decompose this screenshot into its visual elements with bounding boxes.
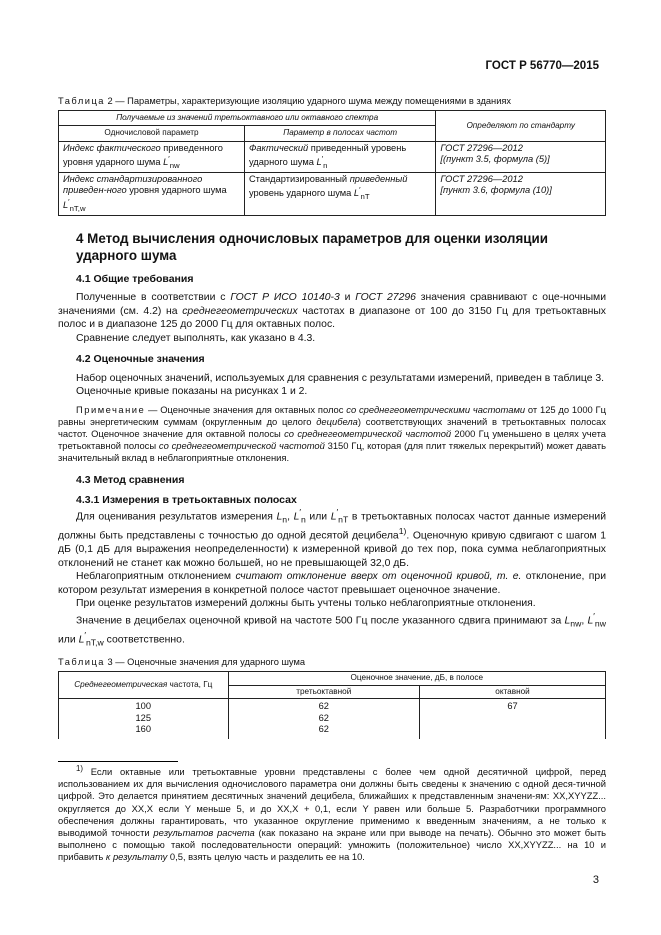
table3-caption xyxy=(58,656,606,668)
note-b: от 125 до 1000 Гц равны энергетическим суммам (округленным до целого xyxy=(58,403,607,427)
table-row xyxy=(59,698,606,712)
sub-nw: nw xyxy=(594,618,606,629)
table3-col1-header xyxy=(59,672,229,699)
footnote-a: Если октавные или третьоктавные уровни представлены с более чем одной десятичной цифрой, перед использованием их для вычисления одночислового параметра они должны быть сведены к значению с одной деся-тичной цифрой. Это делается принятием десятичных значений децибела, ближайших к представленным значени-ям: XX,XYYZZ... округляется до XX,X если Y меньше 5, и до XX,X + 0,1, если Y равен или больше 5. Разработчики программного обеспечения должны гарантировать, что указанное округление применимо к введенным значениям, а не только к выводимой точности xyxy=(58,765,606,838)
table3 xyxy=(58,671,606,738)
section-4-1-title: 4.1 Общие требования xyxy=(76,272,194,285)
sym-L: L xyxy=(78,634,85,645)
r2c2-prime: ′ xyxy=(359,185,361,195)
r2c2-text-a: Стандартизированный xyxy=(248,173,350,184)
table3-third: 62 xyxy=(228,713,419,725)
r2c2-text-b: уровень ударного шума xyxy=(248,188,354,199)
section-4-2-paragraph-1: Набор оценочных значений, используемых для сравнения с результатами измерений, приведен в таблице 3. xyxy=(76,372,605,384)
page-content xyxy=(58,95,606,864)
sub-nT: nT xyxy=(338,514,349,525)
table-row xyxy=(59,141,606,172)
table3-col1-header-rest: частота, Гц xyxy=(167,680,213,690)
r2c2-subscript: nT xyxy=(360,192,370,202)
section-4-2-paragraph-2: Оценочные кривые показаны на рисунках 1 и 2. xyxy=(76,386,308,398)
r1c3-line1: ГОСТ 27296—2012 xyxy=(440,142,523,153)
table2-col2-header xyxy=(244,126,435,141)
r1c1-subscript: nw xyxy=(169,161,180,171)
table2-col1-header: Одночисловой параметр xyxy=(59,126,245,141)
p431a: Для оценивания результатов измерения xyxy=(76,511,277,523)
r1c3-line2: [(пункт 3.5, формула (5)] xyxy=(440,154,550,165)
section-4-3-1-paragraph-1 xyxy=(58,507,606,570)
r1c2-subscript: n xyxy=(323,161,328,171)
p431-4a: Значение в децибелах оценочной кривой на частоте 500 Гц после указанного сдвига принимают за xyxy=(76,615,565,627)
table2-col3-header-text: Определяют по стандарту xyxy=(466,120,575,130)
table2-caption-text: 2 — Параметры, характеризующие изоляцию ударного шума между помещениями в зданиях xyxy=(107,96,512,106)
p41a: Полученные в соответствии с xyxy=(76,292,231,304)
r2c1-prime: ′ xyxy=(68,197,70,207)
sub-n: n xyxy=(282,514,288,525)
r1c2-symbol: L xyxy=(316,157,322,168)
table3-octave xyxy=(420,724,606,739)
table-row xyxy=(59,172,606,215)
table2-col3-header xyxy=(436,111,606,142)
table2-caption xyxy=(58,95,606,107)
table2-r2-c2 xyxy=(244,172,435,215)
p41c: значения сравнивают с оце-ночными значениями (см. 4.2) на xyxy=(58,292,607,317)
p431c: . Оценочную кривую сдвигают с шагом 1 дБ (0,1 дБ для выражения неопределенности) к измеренной кривой до тех пор, пока сумма неблагоприятных отклонений не станет как можно большей, но не превышающей 32,0 дБ. xyxy=(58,530,606,569)
note-d: 2000 Гц уменьшено в целях учета третьоктавной полосы xyxy=(58,427,606,451)
r2c2-italic: приведенный xyxy=(349,173,408,184)
table2 xyxy=(58,110,606,216)
p431-4b: соответственно. xyxy=(103,634,185,645)
r1c1-italic: Индекс фактического xyxy=(63,142,161,153)
table2-r1-c1 xyxy=(59,141,245,172)
table3-caption-text: 3 — Оценочные значения для ударного шума xyxy=(107,657,306,668)
table2-group-header: Получаемые из значений третьоктавного или октавного спектра xyxy=(59,111,436,126)
sep: или xyxy=(305,511,331,523)
note-it4: со среднегеометрической частотой xyxy=(158,440,325,451)
prime: ′ xyxy=(336,507,339,518)
sym-L: L xyxy=(564,615,571,627)
table3-third: 62 xyxy=(228,698,419,712)
r1c1-symbol: L xyxy=(163,157,169,168)
section-4-3-1-paragraph-2 xyxy=(58,570,606,597)
r2c1-subscript: nT,w xyxy=(69,204,86,213)
table3-caption-label: Таблица xyxy=(58,657,105,668)
p431-2b: отклонение, при котором результат измерения в конкретной полосе частот превышает оценочное значение. xyxy=(58,571,607,596)
table3-col3-header: октавной xyxy=(420,685,606,698)
note-label: Примечание xyxy=(76,403,146,415)
sym-L: L xyxy=(330,511,337,523)
table-row xyxy=(59,713,606,725)
section-4-3-1-paragraph-3: При оценке результатов измерений должны быть учтены только неблагоприятные отклонения. xyxy=(76,598,536,610)
section-4-3-1-paragraph-4 xyxy=(58,611,606,649)
table3-octave xyxy=(420,713,606,725)
p41b: и xyxy=(339,292,356,304)
sym-L: L xyxy=(276,511,283,523)
table2-col2-header-text: Параметр в полосах частот xyxy=(283,128,398,138)
table2-r2-c1 xyxy=(59,172,245,215)
footnote-it2: к результату xyxy=(105,851,168,863)
r1c1-text: приведенного уровня ударного шума xyxy=(63,142,223,168)
table3-freq: 100 xyxy=(59,698,229,712)
note-c: ) соответствующих значений в третьоктавных полосах частот. Оценочное значение для октавной полосы xyxy=(58,415,606,439)
prime: ′ xyxy=(593,610,595,621)
section-4-2-title: 4.2 Оценочные значения xyxy=(76,353,205,366)
table3-freq: 160 xyxy=(59,724,229,739)
r1c2-text: приведенный уровень ударного шума xyxy=(248,142,407,168)
table3-third: 62 xyxy=(228,724,419,739)
footnote-it1: результатов расчета xyxy=(153,826,255,838)
table3-col2-header: третьоктавной xyxy=(228,685,419,698)
note-a: — Оценочные значения для октавных полос xyxy=(145,403,347,415)
footnote-mark: 1) xyxy=(76,763,83,773)
table3-freq: 125 xyxy=(59,713,229,725)
sep: , xyxy=(581,615,588,627)
table-row xyxy=(59,724,606,739)
table3-octave: 67 xyxy=(420,698,606,712)
r2c1-italic: Индекс стандартизированного приведен-ного xyxy=(63,173,203,196)
note xyxy=(58,404,606,464)
r2c2-symbol: L xyxy=(353,188,360,199)
table2-r2-c3 xyxy=(436,172,606,215)
sym-L: L xyxy=(587,615,594,627)
sep: или xyxy=(58,634,79,645)
table2-header-row xyxy=(59,111,606,126)
r1c2-prime: ′ xyxy=(321,154,324,164)
p41d: частотах в диапазоне от 100 до 3150 Гц для третьоктавных полос и в диапазоне 125 до 2000 Гц для октавных полос. xyxy=(58,305,606,331)
p431-2a: Неблагоприятным отклонением xyxy=(76,571,236,583)
note-e: 3150 Гц, которая (для плит тяжелых перекрытий) может давать значительный вклад в неблагоприятные отклонения. xyxy=(58,440,606,464)
footnote-c: 0,5, взять целую часть и разделить ее на 10. xyxy=(167,851,365,863)
r2c3-line2: [пункт 3.6, формула (10)] xyxy=(440,185,552,196)
section-4-1-paragraph-1 xyxy=(58,291,606,332)
note-it3: со среднегеометрической частотой xyxy=(284,427,452,439)
section-4-title: 4 Метод вычисления одночисловых параметров для оценки изоляции ударного шума xyxy=(76,230,548,264)
prime: ′ xyxy=(84,629,86,640)
page-number: 3 xyxy=(592,874,599,886)
r1c2-italic: Фактический xyxy=(248,142,309,153)
p41-ref1: ГОСТ Р ИСО 10140-3 xyxy=(230,292,340,304)
p431b: в третьоктавных полосах частот данные измерений должны быть представлены с точностью до одной десятой децибела xyxy=(58,511,607,542)
footnote-b: (как показано на экране или при выводе на печать). Обычно это может быть выполнено с помощью такой последовательности операций: умножить (положительное) число XX,XYYZZ... на 10 и прибавить xyxy=(58,826,606,863)
r2c3-line1: ГОСТ 27296—2012 xyxy=(440,173,523,184)
sub-n: n xyxy=(300,514,306,525)
table2-r1-c3 xyxy=(436,141,606,172)
note-it1: со среднегеометрическими частотами xyxy=(346,403,526,415)
footnote-separator xyxy=(58,761,178,762)
sub-nTw: nT,w xyxy=(85,637,104,648)
p41-ref2: ГОСТ 27296 xyxy=(355,292,416,304)
p41-italic: среднегеометрических xyxy=(182,305,298,317)
table2-r1-c2 xyxy=(244,141,435,172)
table3-group-header: Оценочное значение, дБ, в полосе xyxy=(228,672,605,685)
footnote-ref: 1) xyxy=(398,526,407,537)
table2-caption-label: Таблица xyxy=(58,96,105,106)
r2c1-symbol: L xyxy=(63,200,69,211)
section-4-3-title: 4.3 Метод сравнения xyxy=(76,474,185,487)
r2c1-text: уровня ударного шума xyxy=(126,185,227,196)
section-4-1-paragraph-2: Сравнение следует выполнять, как указано в 4.3. xyxy=(76,332,316,344)
sym-L: L xyxy=(293,511,300,523)
p431-2it: считают отклонение вверх от оценочной кривой, т. е. xyxy=(235,571,522,583)
table3-header-row xyxy=(59,672,606,685)
section-4-3-1-title: 4.3.1 Измерения в третьоктавных полосах xyxy=(76,493,297,506)
document-standard-number: ГОСТ Р 56770—2015 xyxy=(485,60,599,72)
sub-nw: nw xyxy=(570,618,582,629)
footnote xyxy=(58,764,606,864)
note-it2: децибела xyxy=(316,415,358,427)
sep: , xyxy=(287,511,294,523)
r1c1-prime: ′ xyxy=(168,154,170,164)
table3-col1-header-italic: Среднегеометрическая xyxy=(74,680,168,690)
prime: ′ xyxy=(299,507,301,518)
